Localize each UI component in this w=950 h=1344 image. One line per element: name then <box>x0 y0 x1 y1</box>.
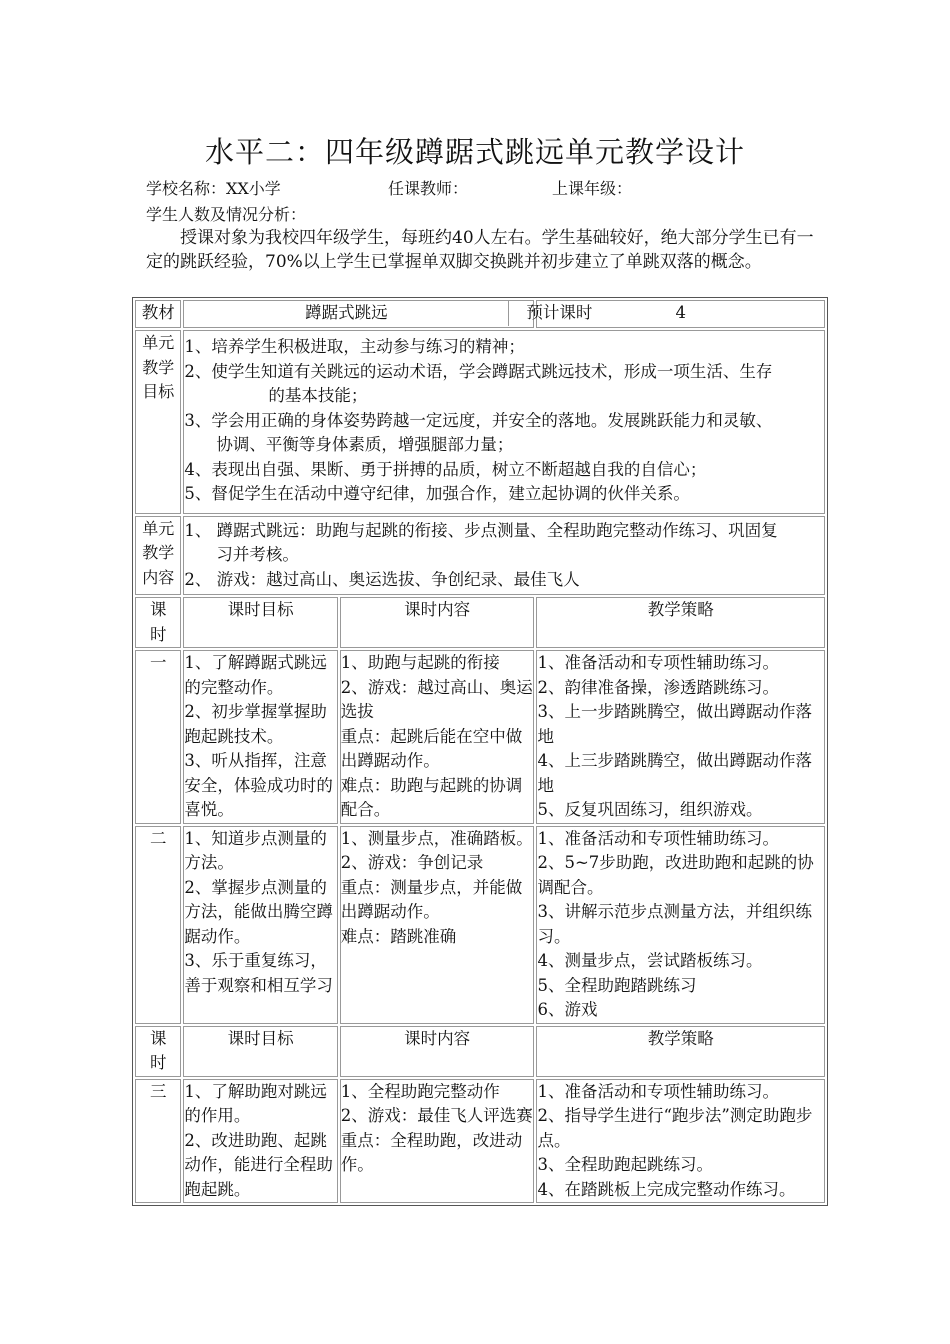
lesson-row-3 <box>135 1079 825 1204</box>
header-lesson: 课时 <box>135 1026 181 1077</box>
lesson-number: 三 <box>135 1079 181 1204</box>
hours-label: 预计课时 <box>509 301 610 326</box>
unit-content-1-cont: 习并考核。 <box>216 545 299 564</box>
unit-goal-1: 1、培养学生积极进取，主动参与练习的精神； <box>184 337 525 356</box>
unit-goal-2: 2、使学生知道有关跳远的运动术语，学会蹲踞式跳远技术，形成一项生活、生存 <box>184 361 773 381</box>
lesson-content: 1、助跑与起跳的衔接 2、游戏：越过高山、奥运选拔 重点：起跳后能在空中做出蹲踞动作。 难点：助跑与起跳的协调配合。 <box>340 650 535 824</box>
unit-goals-row <box>135 330 825 514</box>
unit-content-2: 2、 游戏：越过高山、奥运选拔、争创纪录、最佳飞人 <box>184 569 580 589</box>
lesson-header-row-repeat <box>135 1026 825 1077</box>
header-goal: 课时目标 <box>183 597 337 648</box>
unit-goal-3: 3、学会用正确的身体姿势跨越一定远度，并安全的落地。发展跳跃能力和灵敏、 <box>184 410 773 430</box>
lesson-strategy: 1、准备活动和专项性辅助练习。 2、5~7步助跑，改进助跑和起跳的协调配合。 3、讲解示范步点测量方法，并组织练习。 4、测量步点，尝试踏板练习。 5、全程助跑踏跳练习 6、游戏 <box>536 826 825 1024</box>
unit-goal-2-cont: 的基本技能； <box>268 386 368 405</box>
student-analysis: 授课对象为我校四年级学生，每班约40人左右。学生基础较好，绝大部分学生已有一定的跳跃经验，70%以上学生已掌握单双脚交换跳并初步建立了单跳双落的概念。 <box>146 228 814 272</box>
lesson-goal: 1、了解助跑对跳远的作用。 2、改进助跑、起跳动作，能进行全程助跑起跳。 <box>183 1079 337 1204</box>
students-label: 学生人数及情况分析： <box>146 205 307 224</box>
material-label: 教材 <box>135 300 181 328</box>
unit-content-1: 1、 蹲踞式跳远：助跑与起跳的衔接、步点测量、全程助跑完整动作练习、巩固复 <box>184 520 778 540</box>
unit-goal-5: 5、督促学生在活动中遵守纪律，加强合作，建立起协调的伙伴关系。 <box>184 484 690 503</box>
unit-content-label: 单元教学内容 <box>135 516 181 596</box>
material-row <box>135 300 825 328</box>
header-lesson: 课时 <box>135 597 181 648</box>
lesson-header-row <box>135 597 825 648</box>
lesson-content: 1、测量步点，准确踏板。 2、游戏：争创记录 重点：测量步点，并能做出蹲踞动作。 难点：踏跳准确 <box>340 826 535 1024</box>
unit-content-row <box>135 516 825 596</box>
lesson-strategy: 1、准备活动和专项性辅助练习。 2、韵律准备操，渗透踏跳练习。 3、上一步踏跳腾空，做出蹲踞动作落地 4、上三步踏跳腾空，做出蹲踞动作落地 5、反复巩固练习，组织游戏。 <box>536 650 825 824</box>
material-value: 蹲踞式跳远 <box>305 303 388 322</box>
lesson-row-2 <box>135 826 825 1024</box>
unit-goal-label: 单元教学目标 <box>135 330 181 514</box>
lesson-row-1 <box>135 650 825 824</box>
header-strategy: 教学策略 <box>536 597 825 648</box>
document-title: 水平二：四年级蹲踞式跳远单元教学设计 <box>204 135 745 169</box>
lesson-strategy: 1、准备活动和专项性辅助练习。 2、指导学生进行“跑步法”测定助跑步点。 3、全程助跑起跳练习。 4、在踏跳板上完成完整动作练习。 <box>536 1079 825 1204</box>
lesson-goal: 1、了解蹲踞式跳远的完整动作。 2、初步掌握掌握助跑起跳技术。 3、听从指挥，注意安全，体验成功时的喜悦。 <box>183 650 337 824</box>
unit-goal-4: 4、表现出自强、果断、勇于拼搏的品质，树立不断超越自我的自信心； <box>184 459 707 479</box>
unit-plan-table <box>132 297 828 1206</box>
teacher-label: 任课教师： <box>388 179 469 198</box>
lesson-content: 1、全程助跑完整动作 2、游戏：最佳飞人评选赛 重点：全程助跑，改进动作。 <box>340 1079 535 1204</box>
hours-value: 4 <box>536 300 825 328</box>
header-content: 课时内容 <box>340 1026 535 1077</box>
header-strategy: 教学策略 <box>536 1026 825 1077</box>
header-content: 课时内容 <box>340 597 535 648</box>
lesson-number: 一 <box>135 650 181 824</box>
lesson-number: 二 <box>135 826 181 1024</box>
grade-label: 上课年级： <box>552 179 633 198</box>
unit-goal-3-cont: 协调、平衡等身体素质，增强腿部力量； <box>216 435 514 454</box>
school-name: 学校名称：XX小学 <box>146 179 281 198</box>
header-goal: 课时目标 <box>183 1026 337 1077</box>
lesson-goal: 1、知道步点测量的方法。 2、掌握步点测量的方法，能做出腾空蹲踞动作。 3、乐于重复练习，善于观察和相互学习 <box>183 826 337 1024</box>
